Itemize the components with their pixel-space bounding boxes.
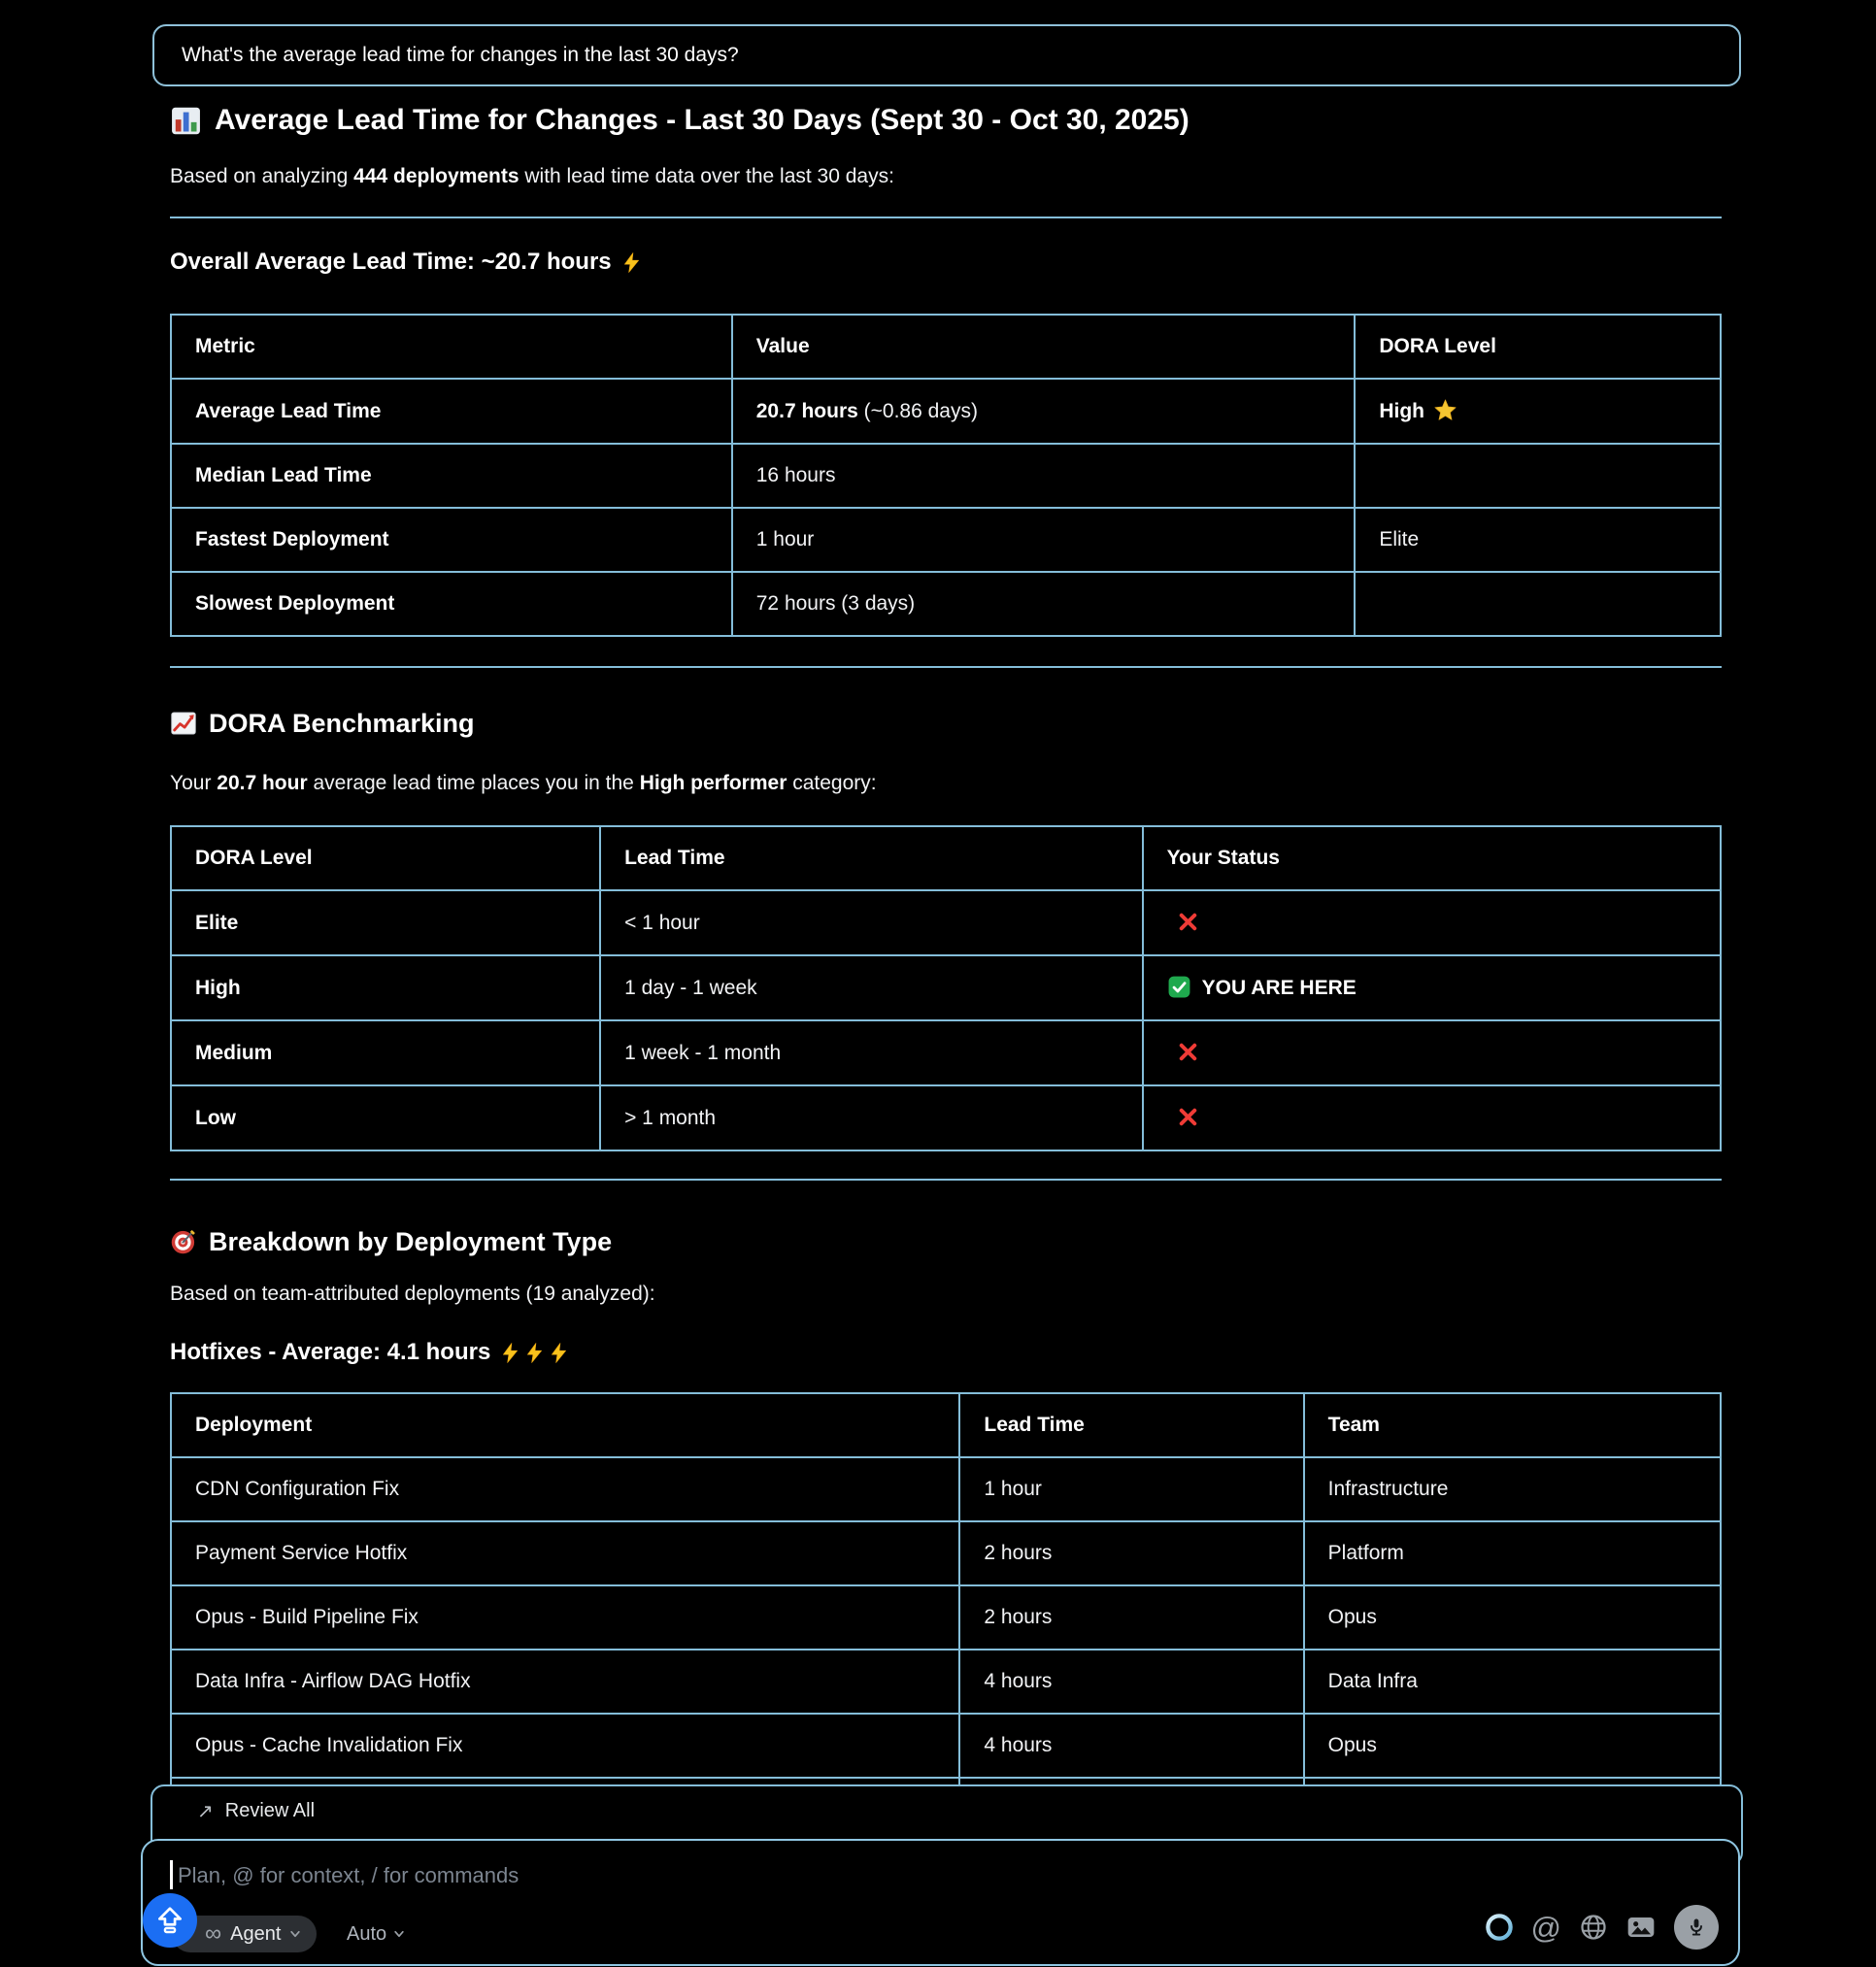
table-cell: Elite: [1355, 508, 1721, 572]
table-cell: 1 hour: [732, 508, 1356, 572]
chevron-down-icon: [289, 1928, 301, 1940]
at-mention-icon[interactable]: @: [1530, 1910, 1561, 1945]
composer-placeholder: Plan, @ for context, / for commands: [178, 1863, 519, 1887]
overall-lead-time-heading: Overall Average Lead Time: ~20.7 hours: [170, 248, 1876, 277]
table-row: [171, 572, 1721, 636]
table-cell: 16 hours: [732, 444, 1356, 508]
hotfixes-heading: Hotfixes - Average: 4.1 hours: [170, 1338, 1876, 1367]
table-cell: High: [171, 955, 600, 1020]
send-queue-button[interactable]: [143, 1893, 197, 1948]
cross-mark-icon: [1176, 1040, 1200, 1064]
usage-ring-icon[interactable]: [1485, 1913, 1514, 1942]
table-cell: High: [1355, 379, 1721, 444]
agent-mode-selector[interactable]: ∞ Agent: [172, 1916, 317, 1952]
table-cell: Low: [171, 1085, 600, 1150]
overall-metrics-table: [170, 314, 1722, 637]
table-row: [171, 1521, 1721, 1585]
user-message: [152, 24, 1741, 86]
high-voltage-icon: [620, 251, 643, 274]
table-cell: Average Lead Time: [171, 379, 732, 444]
cross-mark-icon: [1176, 910, 1200, 934]
column-header: Value: [732, 315, 1356, 379]
table-cell: Opus - Build Pipeline Fix: [171, 1585, 959, 1650]
column-header: Lead Time: [959, 1393, 1303, 1457]
table-cell: Fastest Deployment: [171, 508, 732, 572]
column-header: Metric: [171, 315, 732, 379]
table-cell: 2 hours: [959, 1521, 1303, 1585]
table-cell: Slowest Deployment: [171, 572, 732, 636]
glowing-star-icon: [1433, 398, 1457, 422]
table-cell: Platform: [1304, 1521, 1721, 1585]
table-cell: Opus: [1304, 1714, 1721, 1778]
model-selector[interactable]: Auto: [347, 1916, 405, 1952]
chart-increasing-icon: [170, 710, 197, 737]
table-cell: 1 hour: [959, 1457, 1303, 1521]
dora-benchmarking-table: [170, 825, 1722, 1151]
table-header-row: [171, 1393, 1721, 1457]
column-header: Deployment: [171, 1393, 959, 1457]
review-all-button[interactable]: ↗ Review All: [197, 1800, 316, 1822]
table-cell: 1 week - 1 month: [600, 1020, 1143, 1085]
divider: [170, 1179, 1722, 1181]
text-caret: [170, 1860, 173, 1889]
table-cell: [1143, 1085, 1721, 1150]
breakdown-heading: Breakdown by Deployment Type: [170, 1225, 1876, 1258]
target-icon: [170, 1228, 197, 1255]
high-voltage-icon: [548, 1342, 570, 1364]
check-mark-icon: [1167, 975, 1191, 999]
table-row: [171, 1714, 1721, 1778]
table-cell: 4 hours: [959, 1650, 1303, 1714]
column-header: DORA Level: [1355, 315, 1721, 379]
composer[interactable]: [141, 1839, 1740, 1966]
column-header: Team: [1304, 1393, 1721, 1457]
table-cell: YOU ARE HERE: [1143, 955, 1721, 1020]
voice-input-button[interactable]: [1674, 1905, 1719, 1950]
divider: [170, 666, 1722, 668]
table-row: [171, 955, 1721, 1020]
table-row: [171, 444, 1721, 508]
table-row: [171, 1585, 1721, 1650]
table-header-row: [171, 826, 1721, 890]
attach-image-icon[interactable]: [1625, 1912, 1657, 1943]
chevron-down-icon: [393, 1928, 405, 1940]
report-title: Average Lead Time for Changes - Last 30 Days (Sept 30 - Oct 30, 2025): [170, 102, 1876, 139]
table-cell: Median Lead Time: [171, 444, 732, 508]
table-cell: < 1 hour: [600, 890, 1143, 955]
shift-arrow-icon: [154, 1905, 185, 1936]
user-message-text: What's the average lead time for changes in the last 30 days?: [182, 44, 739, 66]
table-cell: Opus: [1304, 1585, 1721, 1650]
table-row: [171, 1650, 1721, 1714]
table-cell: Data Infra - Airflow DAG Hotfix: [171, 1650, 959, 1714]
high-voltage-icon: [523, 1342, 546, 1364]
table-cell: [1143, 1020, 1721, 1085]
cross-mark-icon: [1176, 1105, 1200, 1129]
table-cell: Medium: [171, 1020, 600, 1085]
table-row: [171, 379, 1721, 444]
table-row: [171, 890, 1721, 955]
composer-toolbar: [1485, 1905, 1719, 1950]
bar-chart-icon: [170, 105, 202, 137]
dora-benchmarking-heading: DORA Benchmarking: [170, 707, 1876, 740]
microphone-icon: [1685, 1916, 1708, 1939]
table-row: [171, 1020, 1721, 1085]
table-cell: [1355, 444, 1721, 508]
hotfix-deployments-table: [170, 1392, 1722, 1835]
table-cell: CDN Configuration Fix: [171, 1457, 959, 1521]
chat-pane: [0, 24, 1876, 1967]
table-cell: 1 day - 1 week: [600, 955, 1143, 1020]
table-cell: Opus - Cache Invalidation Fix: [171, 1714, 959, 1778]
breakdown-paragraph: Based on team-attributed deployments (19 analyzed):: [170, 1283, 655, 1305]
table-cell: Payment Service Hotfix: [171, 1521, 959, 1585]
high-voltage-icon: [499, 1342, 521, 1364]
table-cell: Data Infra: [1304, 1650, 1721, 1714]
table-row: [171, 1457, 1721, 1521]
arrow-up-right-icon: ↗: [197, 1801, 214, 1822]
table-cell: 72 hours (3 days): [732, 572, 1356, 636]
table-cell: Elite: [171, 890, 600, 955]
table-cell: 20.7 hours (~0.86 days): [732, 379, 1356, 444]
table-header-row: [171, 315, 1721, 379]
column-header: DORA Level: [171, 826, 600, 890]
table-cell: [1355, 572, 1721, 636]
table-row: [171, 508, 1721, 572]
table-cell: 2 hours: [959, 1585, 1303, 1650]
column-header: Your Status: [1143, 826, 1721, 890]
table-cell: Infrastructure: [1304, 1457, 1721, 1521]
intro-paragraph: Based on analyzing 444 deployments with lead time data over the last 30 days:: [170, 165, 894, 187]
column-header: Lead Time: [600, 826, 1143, 890]
web-globe-icon[interactable]: [1579, 1913, 1608, 1942]
table-cell: > 1 month: [600, 1085, 1143, 1150]
divider: [170, 217, 1722, 218]
infinity-icon: ∞: [205, 1920, 222, 1947]
table-cell: [1143, 890, 1721, 955]
dora-paragraph: Your 20.7 hour average lead time places you in the High performer category:: [170, 772, 877, 794]
table-row: [171, 1085, 1721, 1150]
table-cell: 4 hours: [959, 1714, 1303, 1778]
